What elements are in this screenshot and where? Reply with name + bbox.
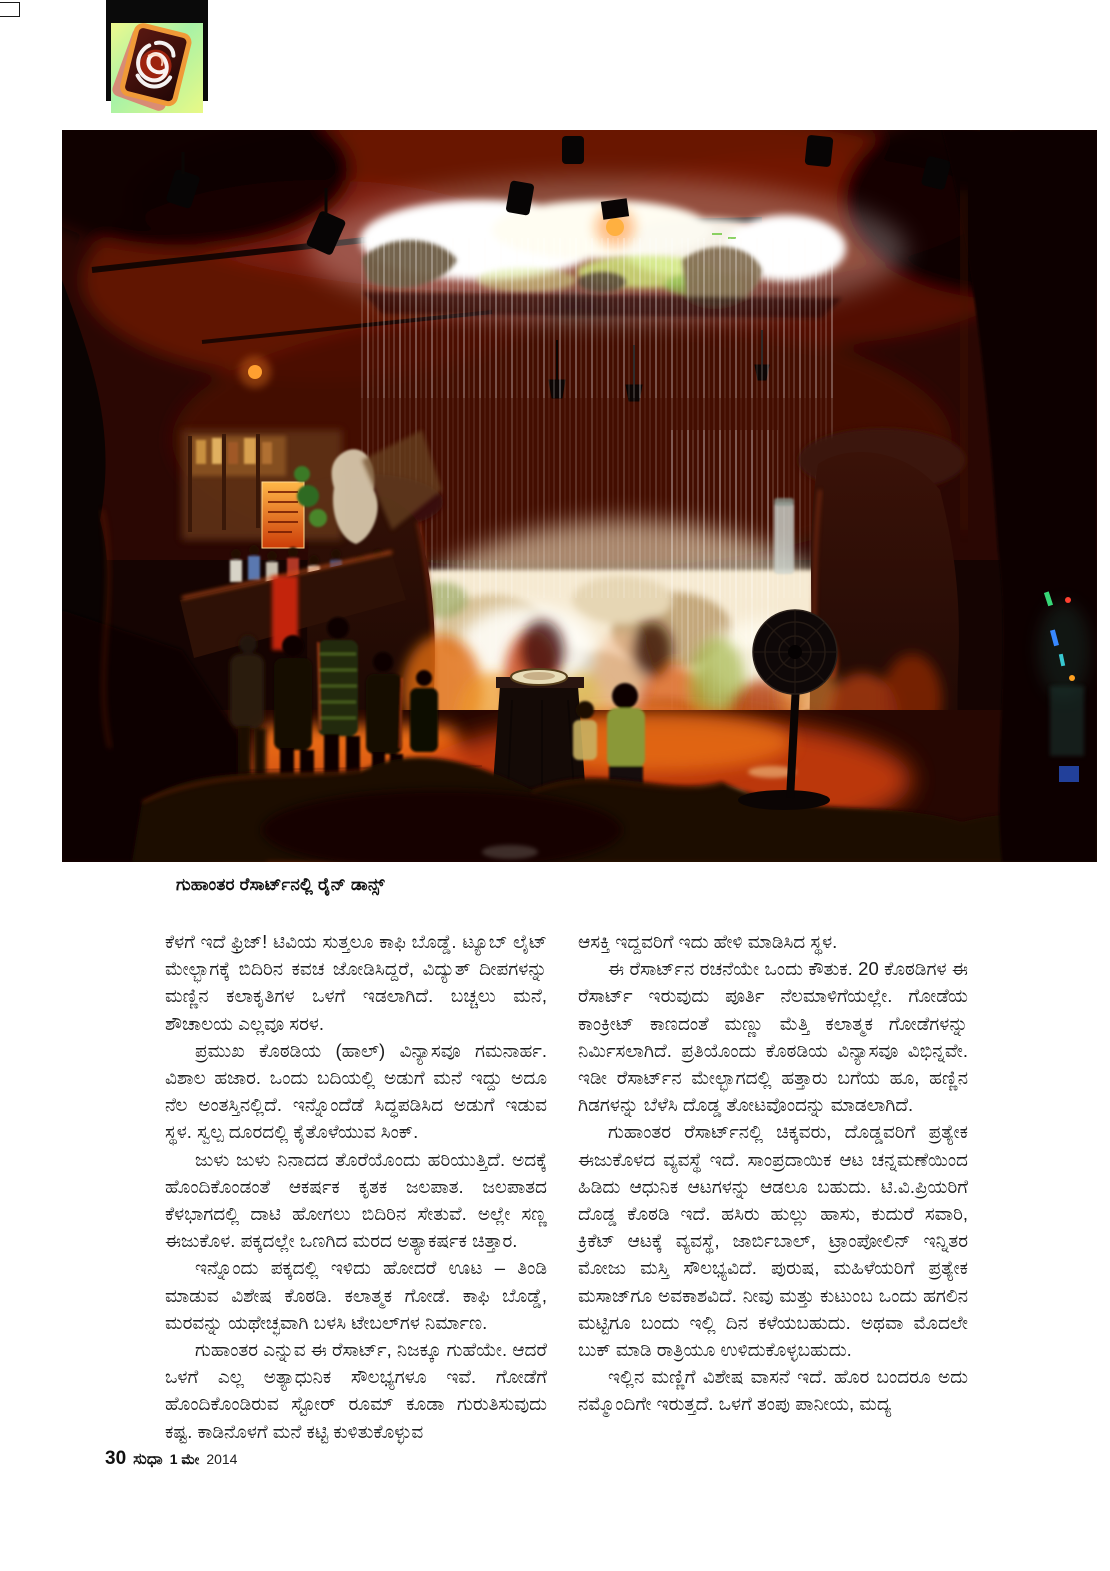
paragraph: ಗುಹಾಂತರ ಎನ್ನುವ ಈ ರೆಸಾರ್ಟ್, ನಿಜಕ್ಕೂ ಗುಹೆಯೇ. ಆದರೆ ಒಳಗೆ ಎಲ್ಲ ಅತ್ಯಾಧುನಿಕ ಸೌಲಭ್ಯಗಳೂ ಇವೆ. ಗೋಡೆಗೆ ಹೊಂದಿಕೊಂಡಿರುವ ಸ್ಟೋರ್ ರೂಮ್ ಕೂಡಾ ಗುರುತಿಸುವುದು ಕಷ್ಟ. ಕಾಡಿನೊಳಗೆ ಮನೆ ಕಟ್ಟಿ ಕುಳಿತುಕೊಳ್ಳುವ <box>165 1339 547 1442</box>
paragraph: ಈ ರೆಸಾರ್ಟ್‌ನ ರಚನೆಯೇ ಒಂದು ಕೌತುಕ. 20 ಕೊಠಡಿಗಳ ಈ ರೆಸಾರ್ಟ್ ಇರುವುದು ಪೂರ್ತಿ ನೆಲಮಾಳಿಗೆಯಲ್ಲೇ. ಗೋಡೆಯ ಕಾಂಕ್ರೀಟ್ ಕಾಣದಂತೆ ಮಣ್ಣು ಮೆತ್ತಿ ಕಲಾತ್ಮಕ ಗೋಡೆಗಳನ್ನು ನಿರ್ಮಿಸಲಾಗಿದೆ. ಪ್ರತಿಯೊಂದು ಕೊಠಡಿಯ ವಿನ್ಯಾಸವೂ ವಿಭಿನ್ನವೇ. ಇಡೀ ರೆಸಾರ್ಟ್‌ನ ಮೇಲ್ಭಾಗದಲ್ಲಿ ಹತ್ತಾರು ಬಗೆಯ ಹೂ, ಹಣ್ಣಿನ ಗಿಡಗಳನ್ನು ಬೆಳೆಸಿ ದೊಡ್ಡ ತೋಟವೊಂದನ್ನು ಮಾಡಲಾಗಿದೆ. <box>578 958 968 1116</box>
page-footer <box>105 1448 237 1470</box>
footer-issue-date: 1 ಮೇ <box>169 1451 200 1467</box>
article-column-left <box>165 928 547 1445</box>
paragraph: ಇಲ್ಲಿನ ಮಣ್ಣಿಗೆ ವಿಶೇಷ ವಾಸನೆ ಇದೆ. ಹೊರ ಬಂದರೂ ಅದು ನಮ್ಮೊಂದಿಗೇ ಇರುತ್ತದೆ. ಒಳಗೆ ತಂಪು ಪಾನೀಯ, ಮದ್ಯ <box>578 1366 968 1415</box>
paragraph: ಪ್ರಮುಖ ಕೊಠಡಿಯ (ಹಾಲ್) ವಿನ್ಯಾಸವೂ ಗಮನಾರ್ಹ. ವಿಶಾಲ ಹಜಾರ. ಒಂದು ಬದಿಯಲ್ಲಿ ಅಡುಗೆ ಮನೆ ಇದ್ದು ಅದೂ ನೆಲ ಅಂತಸ್ತಿನಲ್ಲಿದೆ. ಇನ್ನೊಂದೆಡೆ ಸಿದ್ಧಪಡಿಸಿದ ಅಡುಗೆ ಇಡುವ ಸ್ಥಳ. ಸ್ವಲ್ಪ ದೂರದಲ್ಲಿ ಕೈತೊಳೆಯುವ ಸಿಂಕ್. <box>165 1039 547 1143</box>
footer-magazine-name: ಸುಧಾ <box>133 1451 163 1468</box>
article-column-right <box>578 928 968 1418</box>
paragraph: ಗುಹಾಂತರ ರೆಸಾರ್ಟ್‌ನಲ್ಲಿ ಚಿಕ್ಕವರು, ದೊಡ್ಡವರಿಗೆ ಪ್ರತ್ಯೇಕ ಈಜುಕೊಳದ ವ್ಯವಸ್ಥೆ ಇದೆ. ಸಾಂಪ್ರದಾಯಿಕ ಆಟ ಚನ್ನಮಣೆಯಿಂದ ಹಿಡಿದು ಆಧುನಿಕ ಆಟಗಳನ್ನು ಆಡಲೂ ಬಹುದು. ಟಿ.ವಿ.ಪ್ರಿಯರಿಗೆ ದೊಡ್ಡ ಕೊಠಡಿ ಇದೆ. ಹಸಿರು ಹುಲ್ಲು ಹಾಸು, ಕುದುರೆ ಸವಾರಿ, ಕ್ರಿಕೆಟ್ ಆಟಕ್ಕೆ ವ್ಯವಸ್ಥೆ, ಜಾರ್ಬಿಬಾಲ್, ಟ್ರಾಂಪೋಲಿನ್ ಇನ್ನಿತರ ಮೋಜು ಮಸ್ತಿ ಸೌಲಭ್ಯವಿದೆ. ಪುರುಷ, ಮಹಿಳೆಯರಿಗೆ ಪ್ರತ್ಯೇಕ ಮಸಾಜ್‌ಗೂ ಅವಕಾಶವಿದೆ. ನೀವು ಮತ್ತು ಕುಟುಂಬ ಒಂದು ಹಗಲಿನ ಮಟ್ಟಿಗೂ ಬಂದು ಇಲ್ಲಿ ದಿನ ಕಳೆಯಬಹುದು. ಅಥವಾ ಮೊದಲೇ ಬುಕ್ ಮಾಡಿ ರಾತ್ರಿಯೂ ಉಳಿದುಕೊಳ್ಳಬಹುದು. <box>578 1121 968 1361</box>
footer-page-number: 30 <box>105 1448 127 1469</box>
print-crop-mark <box>0 2 20 17</box>
magazine-logo <box>106 0 216 118</box>
sudha-magazine-emblem-icon <box>106 0 216 118</box>
water-cooler <box>774 498 794 574</box>
cave-resort-rain-dance-photo <box>62 130 1097 862</box>
photo-caption: ಗುಹಾಂತರ ರೆಸಾರ್ಟ್‌ನಲ್ಲಿ ರೈನ್ ಡಾನ್ಸ್ <box>176 875 385 894</box>
paragraph: ಕೆಳಗೆ ಇದೆ ಫ್ರಿಜ್! ಟಿವಿಯ ಸುತ್ತಲೂ ಕಾಫಿ ಬೊಡ್ಡೆ. ಟ್ಯೂಬ್ ಲೈಟ್ ಮೇಲ್ಭಾಗಕ್ಕೆ ಬಿದಿರಿನ ಕವಚ ಜೋಡಿಸಿದ್ದರೆ, ವಿದ್ಯುತ್ ದೀಪಗಳನ್ನು ಮಣ್ಣಿನ ಕಲಾಕೃತಿಗಳ ಒಳಗೆ ಇಡಲಾಗಿದೆ. ಬಚ್ಚಲು ಮನೆ, ಶೌಚಾಲಯ ಎಲ್ಲವೂ ಸರಳ. <box>165 931 547 1034</box>
paragraph: ಆಸಕ್ತಿ ಇದ್ದವರಿಗೆ ಇದು ಹೇಳಿ ಮಾಡಿಸಿದ ಸ್ಥಳ. <box>578 931 838 952</box>
footer-issue-year: 2014 <box>206 1451 238 1467</box>
cave-photo-art <box>62 130 1097 862</box>
paragraph: ಇನ್ನೊಂದು ಪಕ್ಕದಲ್ಲಿ ಇಳಿದು ಹೋದರೆ ಊಟ – ತಿಂಡಿ ಮಾಡುವ ವಿಶೇಷ ಕೊಠಡಿ. ಕಲಾತ್ಮಕ ಗೋಡೆ. ಕಾಫಿ ಬೊಡ್ಡೆ, ಮರವನ್ನು ಯಥೇಚ್ಛವಾಗಿ ಬಳಸಿ ಟೇಬಲ್‌ಗಳ ನಿರ್ಮಾಣ. <box>165 1257 547 1333</box>
paragraph: ಜುಳು ಜುಳು ನಿನಾದದ ತೊರೆಯೊಂದು ಹರಿಯುತ್ತಿದೆ. ಅದಕ್ಕೆ ಹೊಂದಿಕೊಂಡಂತೆ ಆಕರ್ಷಕ ಕೃತಕ ಜಲಪಾತ. ಜಲಪಾತದ ಕೆಳಭಾಗದಲ್ಲಿ ದಾಟಿ ಹೋಗಲು ಬಿದಿರಿನ ಸೇತುವೆ. ಅಲ್ಲೇ ಸಣ್ಣ ಈಜುಕೊಳ. ಪಕ್ಕದಲ್ಲೇ ಒಣಗಿದ ಮರದ ಅತ್ಯಾಕರ್ಷಕ ಚಿತ್ತಾರ. <box>165 1148 547 1252</box>
menu-poster <box>262 482 304 548</box>
left-wall-lamp <box>239 356 271 388</box>
